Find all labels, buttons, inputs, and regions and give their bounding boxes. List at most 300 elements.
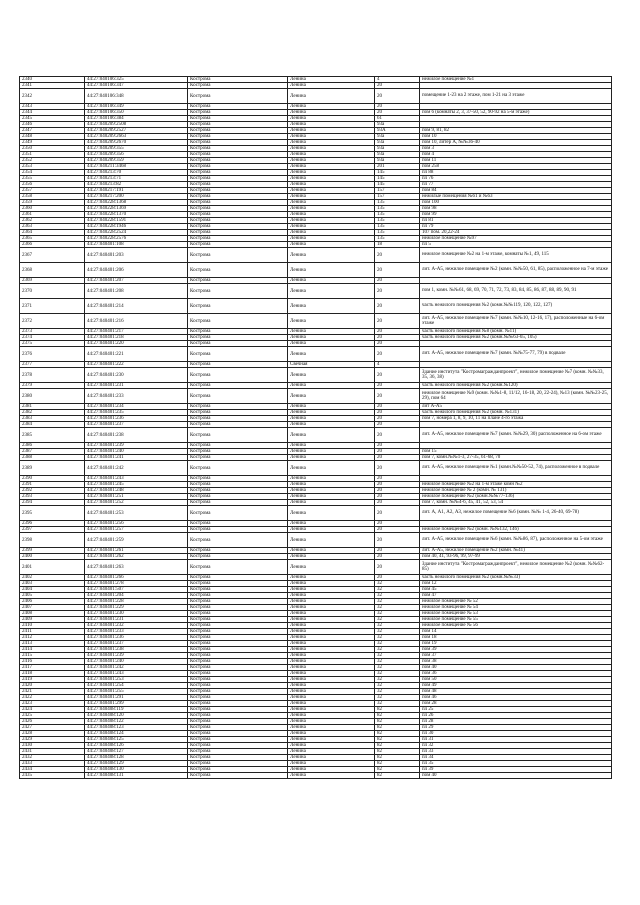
street-name: Ленина <box>288 200 375 206</box>
cadastral-number: 44:27:040401:236 <box>85 416 188 422</box>
city-name: Кострома <box>188 152 288 158</box>
city-name: Кострома <box>188 428 288 443</box>
cadastral-number: 44:27:040401:238 <box>85 647 188 653</box>
cadastral-number: 44:27:040211:3468 <box>85 164 188 170</box>
cadastral-number: 44:27:040106:347 <box>85 83 188 89</box>
cadastral-number: 44:27:040106:348 <box>85 89 188 104</box>
street-name: Ленина <box>288 416 375 422</box>
street-name: Ленина <box>288 152 375 158</box>
city-name: Кострома <box>188 410 288 416</box>
street-name: Ленина <box>288 146 375 152</box>
cadastral-number: 44:27:040401:222 <box>85 362 188 368</box>
house-number: 82 <box>375 725 420 731</box>
house-number: 20 <box>375 443 420 449</box>
city-name: Кострома <box>188 341 288 347</box>
house-number: 20 <box>375 494 420 500</box>
city-name: Кострома <box>188 404 288 410</box>
premises-description: пом 6 (комнаты 2, 3, 37-50, 52, 90-92 на 5-м этаже) <box>420 110 612 116</box>
row-number: 2378 <box>20 368 85 383</box>
premises-description: нежилое помещение № 55 <box>420 617 612 623</box>
street-name: Ленина <box>288 731 375 737</box>
street-name: Ленина <box>288 548 375 554</box>
cadastral-number: 44:27:040401:240 <box>85 449 188 455</box>
cadastral-number: 44:27:040401:204 <box>85 593 188 599</box>
row-number: 2408 <box>20 611 85 617</box>
house-number: 82 <box>375 719 420 725</box>
city-name: Кострома <box>188 194 288 200</box>
row-number: 2374 <box>20 335 85 341</box>
city-name: Кострома <box>188 389 288 404</box>
premises-description: пом 46 <box>420 695 612 701</box>
premises-description: лит А-А5 <box>420 404 612 410</box>
premises-description: пом 7, комн.№№1-3, 27-35, 61-68, 70 <box>420 455 612 461</box>
premises-description: нежилое помещение № 54 <box>420 605 612 611</box>
house-number: 82 <box>375 737 420 743</box>
row-number: 2435 <box>20 773 85 779</box>
house-number: 135 <box>375 212 420 218</box>
row-number: 2407 <box>20 605 85 611</box>
house-number: 201 <box>375 164 420 170</box>
house-number: 145 <box>375 176 420 182</box>
street-name: Ленина <box>288 707 375 713</box>
house-number: 135 <box>375 200 420 206</box>
house-number: 20 <box>375 533 420 548</box>
row-number: 2372 <box>20 314 85 329</box>
row-number: 2422 <box>20 695 85 701</box>
row-number: 2357 <box>20 188 85 194</box>
city-name: Кострома <box>188 461 288 476</box>
house-number: 20 <box>375 500 420 506</box>
row-number: 2387 <box>20 449 85 455</box>
city-name: Кострома <box>188 701 288 707</box>
premises-description: пом 100 <box>420 200 612 206</box>
premises-description: пом 40 <box>420 665 612 671</box>
city-name: Кострома <box>188 647 288 653</box>
city-name: Кострома <box>188 500 288 506</box>
city-name: Кострома <box>188 713 288 719</box>
cadastral-number: 44:27:040213:71 <box>85 176 188 182</box>
premises-description: пом 19 <box>420 641 612 647</box>
premises-description: лит. А-А5, нежилое помещение №7 (комн. №№75-77, 79) в подвале <box>420 347 612 362</box>
street-name: Ленина <box>288 110 375 116</box>
cadastral-number: 44:27:040401:259 <box>85 533 188 548</box>
street-name: Ленина <box>288 599 375 605</box>
city-name: Кострома <box>188 200 288 206</box>
premises-description: Здание института "Костромагражданпроект", нежилое помещение №2 (комн. №№62-85) <box>420 560 612 575</box>
cadastral-number: 44:27:040401:248 <box>85 488 188 494</box>
cadastral-number: 44:27:040408:127 <box>85 749 188 755</box>
cadastral-number: 44:27:040401:252 <box>85 500 188 506</box>
city-name: Кострома <box>188 755 288 761</box>
street-name: Ленина <box>288 482 375 488</box>
house-number: 82 <box>375 743 420 749</box>
premises-description: пом 12 <box>420 581 612 587</box>
premises-description: нежилое помещение № 56 <box>420 623 612 629</box>
city-name: Кострома <box>188 623 288 629</box>
house-number: 20 <box>375 410 420 416</box>
city-name: Кострома <box>188 599 288 605</box>
row-number: 2403 <box>20 581 85 587</box>
row-number: 2397 <box>20 527 85 533</box>
row-number: 2409 <box>20 617 85 623</box>
cadastral-number: 44:27:040408:128 <box>85 755 188 761</box>
premises-description: помещение 1-23 на 2 этаже, пом 1-21 на 3 этаже <box>420 89 612 104</box>
street-name: Ленина <box>288 263 375 278</box>
street-name: Ленина <box>288 170 375 176</box>
street-name: Ленина <box>288 641 375 647</box>
city-name: Кострома <box>188 476 288 482</box>
row-number: 2348 <box>20 134 85 140</box>
street-name: Ленина <box>288 767 375 773</box>
street-name: Ленина <box>288 329 375 335</box>
cadastral-number: 44:27:040401:242 <box>85 461 188 476</box>
cadastral-number: 44:27:040401:299 <box>85 701 188 707</box>
row-number: 2375 <box>20 341 85 347</box>
house-number: 20 <box>375 284 420 299</box>
premises-description: пл 35 <box>420 761 612 767</box>
street-name: Ленина <box>288 236 375 242</box>
table-row <box>20 428 612 443</box>
row-number: 2410 <box>20 623 85 629</box>
premises-description: пом 258 <box>420 164 612 170</box>
row-number: 2370 <box>20 284 85 299</box>
city-name: Кострома <box>188 749 288 755</box>
house-number: 20 <box>375 506 420 521</box>
house-number: 32 <box>375 605 420 611</box>
house-number: 20 <box>375 554 420 560</box>
premises-description: пл 31 <box>420 737 612 743</box>
street-name: Ленина <box>288 368 375 383</box>
premises-description: пом 37 <box>420 653 612 659</box>
house-number: 32 <box>375 665 420 671</box>
premises-description: лит. А-А5, нежилое помещение №7 (комн. №№29, 30) расположенное на 6-ом этаже <box>420 428 612 443</box>
premises-description: нежилое помещение №2 на 1-м этаже комн №2 <box>420 482 612 488</box>
street-name: Ленина <box>288 689 375 695</box>
house-number: 93а <box>375 134 420 140</box>
premises-description: пом 3 <box>420 146 612 152</box>
premises-description: нежилое помещение № 52 <box>420 599 612 605</box>
city-name: Кострома <box>188 554 288 560</box>
city-name: Кострома <box>188 230 288 236</box>
row-number: 2369 <box>20 278 85 284</box>
house-number: 32 <box>375 611 420 617</box>
cadastral-number: 44:27:040401:261 <box>85 548 188 554</box>
street-name: Ленина <box>288 605 375 611</box>
table-row <box>20 506 612 521</box>
row-number: 2400 <box>20 554 85 560</box>
city-name: Кострома <box>188 494 288 500</box>
city-name: Кострома <box>188 482 288 488</box>
premises-description: часть нежилого помещения №2 (комн.№120) <box>420 383 612 389</box>
table-row <box>20 560 612 575</box>
city-name: Кострома <box>188 146 288 152</box>
row-number: 2379 <box>20 383 85 389</box>
premises-description: нежилое помещение №2 на 1-м этаже, комнаты №1, 49, 115 <box>420 248 612 263</box>
street-name: Ленина <box>288 449 375 455</box>
city-name: Кострома <box>188 242 288 248</box>
house-number: 20 <box>375 416 420 422</box>
street-name: Ленина <box>288 629 375 635</box>
house-number: 20 <box>375 83 420 89</box>
house-number: 32 <box>375 581 420 587</box>
street-name: Ленина <box>288 653 375 659</box>
city-name: Кострома <box>188 188 288 194</box>
cadastral-number: 44:27:040401:253 <box>85 506 188 521</box>
cadastral-number: 44:27:040401:255 <box>85 689 188 695</box>
city-name: Кострома <box>188 689 288 695</box>
row-number: 2427 <box>20 725 85 731</box>
street-name: Ленина <box>288 182 375 188</box>
cadastral-number: 44:27:040209:359 <box>85 158 188 164</box>
cadastral-number: 44:27:040401:203 <box>85 248 188 263</box>
row-number: 2402 <box>20 575 85 581</box>
street-name: Ленина <box>288 506 375 521</box>
city-name: Кострома <box>188 737 288 743</box>
street-name: Ленина <box>288 206 375 212</box>
cadastral-number: 44:27:040401:257 <box>85 527 188 533</box>
house-number: 32 <box>375 677 420 683</box>
row-number: 2362 <box>20 218 85 224</box>
table-row <box>20 368 612 383</box>
street-name: Ленина <box>288 383 375 389</box>
house-number: 20 <box>375 104 420 110</box>
street-name: Ленина <box>288 695 375 701</box>
cadastral-number: 44:27:040401:266 <box>85 575 188 581</box>
street-name: Ленина <box>288 575 375 581</box>
row-number: 2395 <box>20 506 85 521</box>
row-number: 2406 <box>20 599 85 605</box>
cadastral-number: 44:27:040401:221 <box>85 347 188 362</box>
street-name: Ленина <box>288 500 375 506</box>
cadastral-number: 44:27:040401:232 <box>85 623 188 629</box>
house-number: 82 <box>375 713 420 719</box>
row-number: 2358 <box>20 194 85 200</box>
street-name: Ленина <box>288 335 375 341</box>
house-number: 20 <box>375 347 420 362</box>
house-number: 20 <box>375 329 420 335</box>
city-name: Кострома <box>188 170 288 176</box>
city-name: Кострома <box>188 548 288 554</box>
house-number: 20 <box>375 89 420 104</box>
street-name: Ленина <box>288 218 375 224</box>
table-row <box>20 263 612 278</box>
city-name: Кострома <box>188 605 288 611</box>
city-name: Кострома <box>188 182 288 188</box>
row-number: 2342 <box>20 89 85 104</box>
city-name: Кострома <box>188 89 288 104</box>
table-row <box>20 533 612 548</box>
row-number: 2343 <box>20 104 85 110</box>
row-number: 2376 <box>20 347 85 362</box>
row-number: 2434 <box>20 767 85 773</box>
street-name: Ленина <box>288 122 375 128</box>
row-number: 2359 <box>20 200 85 206</box>
house-number: 20 <box>375 263 420 278</box>
premises-description: Здание института "Костромагражданпроект", нежилое помещение №7 (комн. №№33, 35, 36, 38) <box>420 368 612 383</box>
row-number: 2366 <box>20 242 85 248</box>
row-number: 2428 <box>20 731 85 737</box>
street-name: Ленина <box>288 755 375 761</box>
premises-description: пл 76 <box>420 176 612 182</box>
house-number: 20 <box>375 488 420 494</box>
premises-description: часть нежилого помещения №2 (комн.№№63-65, 105) <box>420 335 612 341</box>
house-number: 20 <box>375 449 420 455</box>
city-name: Кострома <box>188 761 288 767</box>
row-number: 2389 <box>20 461 85 476</box>
row-number: 2419 <box>20 677 85 683</box>
cadastral-number: 44:27:040401:218 <box>85 335 188 341</box>
cadastral-number: 44:27:040401:231 <box>85 383 188 389</box>
house-number: 93а <box>375 140 420 146</box>
table-row <box>20 389 612 404</box>
premises-description: пл 30 <box>420 731 612 737</box>
house-number: 20 <box>375 482 420 488</box>
street-name: Ленина <box>288 527 375 533</box>
row-number: 2368 <box>20 263 85 278</box>
city-name: Кострома <box>188 278 288 284</box>
house-number: 32 <box>375 653 420 659</box>
city-name: Кострома <box>188 671 288 677</box>
premises-description: нежилое помещение №9 (комн. №№1-8, 11/12, 16-18, 20, 22-24), №13 (комн. №№23-25, 29), пом 64 <box>420 389 612 404</box>
cadastral-number: 44:27:040228:1370 <box>85 212 188 218</box>
row-number: 2412 <box>20 635 85 641</box>
house-number: 135 <box>375 236 420 242</box>
house-number: 82 <box>375 773 420 779</box>
street-name: Ленина <box>288 647 375 653</box>
city-name: Кострома <box>188 362 288 368</box>
cadastral-number: 44:27:040401:237 <box>85 422 188 428</box>
street-name: Ленина <box>288 404 375 410</box>
cadastral-number: 44:27:040401:233 <box>85 629 188 635</box>
premises-description: лит. А-А5, нежилое помещение №2 (комн. №41) <box>420 548 612 554</box>
house-number: 135 <box>375 206 420 212</box>
street-name: Ленина <box>288 719 375 725</box>
city-name: Кострома <box>188 212 288 218</box>
premises-description: нежилые помещения №61 и №63 <box>420 194 612 200</box>
premises-description: пом 10 <box>420 134 612 140</box>
premises-description: пл 32 <box>420 743 612 749</box>
premises-description: пом 7, номера 1, 8, 9, 10, 11 на плане 4-го этажа <box>420 416 612 422</box>
table-row <box>20 299 612 314</box>
premises-description: часть нежилого помещения №2 (комн.№№119, 120, 122, 127) <box>420 299 612 314</box>
cadastral-number: 44:27:040401:108 <box>85 242 188 248</box>
city-name: Кострома <box>188 653 288 659</box>
city-name: Кострома <box>188 263 288 278</box>
house-number: 20 <box>375 299 420 314</box>
cadastral-number: 44:27:040408:120 <box>85 713 188 719</box>
street-name: Ленина <box>288 410 375 416</box>
premises-description: лит. А, А1, А2, А3, нежилое помещение №6 (комн. №№ 1-4, 26-40, 69-78) <box>420 506 612 521</box>
premises-description: пом 38 <box>420 659 612 665</box>
house-number: 82 <box>375 749 420 755</box>
house-number: 20 <box>375 368 420 383</box>
city-name: Кострома <box>188 248 288 263</box>
street-name: Ленина <box>288 422 375 428</box>
street-name: Ленина <box>288 488 375 494</box>
row-number: 2423 <box>20 701 85 707</box>
row-number: 2392 <box>20 488 85 494</box>
city-name: Кострома <box>188 314 288 329</box>
city-name: Кострома <box>188 122 288 128</box>
row-number: 2373 <box>20 329 85 335</box>
row-number: 2394 <box>20 500 85 506</box>
cadastral-number: 44:27:040401:254 <box>85 683 188 689</box>
street-name: Ленина <box>288 587 375 593</box>
row-number: 2388 <box>20 455 85 461</box>
cadastral-number: 44:27:040401:208 <box>85 284 188 299</box>
street-name: Ленина <box>288 560 375 575</box>
premises-description: пом 9, 81, 82 <box>420 128 612 134</box>
house-number: 20 <box>375 422 420 428</box>
premises-description: пл 88 <box>420 170 612 176</box>
row-number: 2404 <box>20 587 85 593</box>
table-row <box>20 347 612 362</box>
house-number: 93А <box>375 128 420 134</box>
cadastral-number: 44:27:040401:217 <box>85 329 188 335</box>
house-number: 157 <box>375 194 420 200</box>
city-name: Кострома <box>188 329 288 335</box>
street-name: Ленина <box>288 443 375 449</box>
city-name: Кострома <box>188 83 288 89</box>
premises-description: нежилое помещение №1 <box>420 77 612 83</box>
house-number: 20 <box>375 404 420 410</box>
street-name: Ленина <box>288 461 375 476</box>
cadastral-number: 44:27:040401:262 <box>85 554 188 560</box>
house-number: 135 <box>375 218 420 224</box>
street-name: Ленина <box>288 104 375 110</box>
street-name: Свечная <box>288 362 375 368</box>
house-number: 93а <box>375 158 420 164</box>
row-number: 2432 <box>20 755 85 761</box>
house-number: 145 <box>375 182 420 188</box>
row-number: 2411 <box>20 629 85 635</box>
table-row <box>20 461 612 476</box>
row-number: 2398 <box>20 533 85 548</box>
row-number: 2424 <box>20 707 85 713</box>
city-name: Кострома <box>188 236 288 242</box>
house-number: 20 <box>375 560 420 575</box>
street-name: Ленина <box>288 83 375 89</box>
cadastral-number: 44:27:040106:384 <box>85 116 188 122</box>
premises-description: нежилое помещение № 2 (комн. № 131) <box>420 488 612 494</box>
city-name: Кострома <box>188 743 288 749</box>
premises-description: пом 10, литер А, №№36-40 <box>420 140 612 146</box>
street-name: Ленина <box>288 671 375 677</box>
house-number: 20 <box>375 521 420 527</box>
street-name: Ленина <box>288 134 375 140</box>
city-name: Кострома <box>188 140 288 146</box>
cadastral-number: 44:27:040401:233 <box>85 389 188 404</box>
row-number: 2353 <box>20 164 85 170</box>
premises-description: лит. А-А5, нежилое помещение №1 (комн.№№50-52, 74), расположенное в подвале <box>420 461 612 476</box>
house-number: 20 <box>375 461 420 476</box>
city-name: Кострома <box>188 629 288 635</box>
row-number: 2401 <box>20 560 85 575</box>
city-name: Кострома <box>188 773 288 779</box>
street-name: Ленина <box>288 737 375 743</box>
street-name: Ленина <box>288 314 375 329</box>
house-number: 20 <box>375 527 420 533</box>
city-name: Кострома <box>188 659 288 665</box>
street-name: Ленина <box>288 299 375 314</box>
house-number: 32 <box>375 629 420 635</box>
row-number: 2413 <box>20 641 85 647</box>
premises-description: пом 11 <box>420 158 612 164</box>
house-number: 135 <box>375 230 420 236</box>
cadastral-number: 44:27:040401:241 <box>85 455 188 461</box>
premises-description: пл 77 <box>420 182 612 188</box>
street-name: Ленина <box>288 116 375 122</box>
